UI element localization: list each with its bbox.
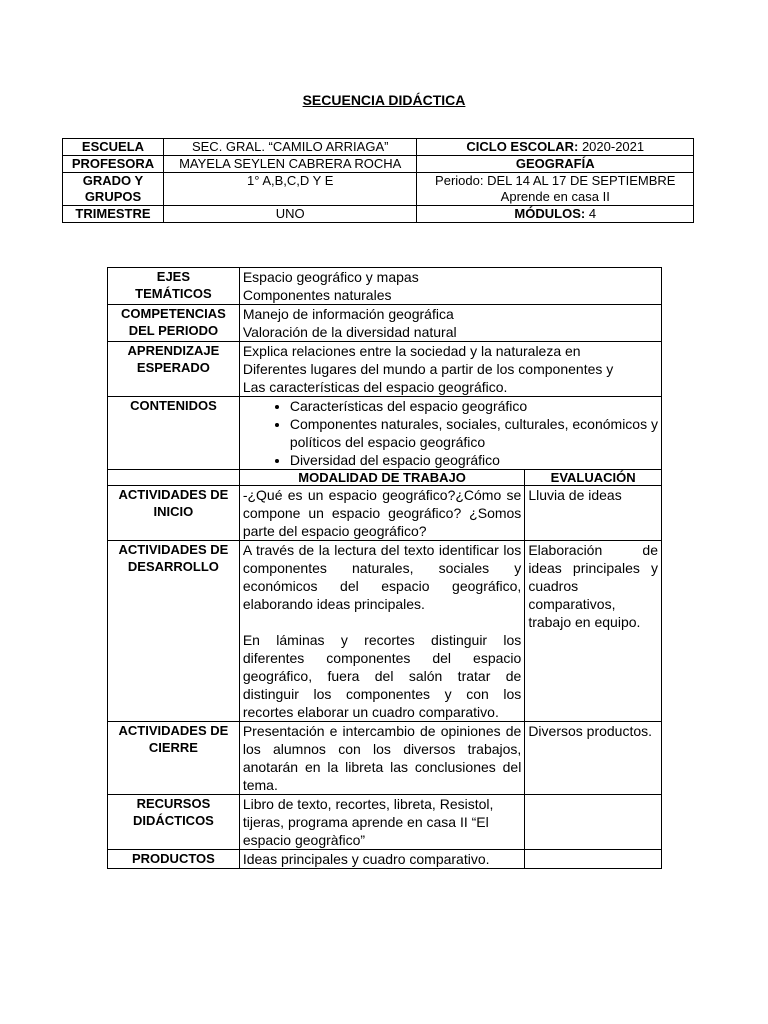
periodo <box>417 173 694 206</box>
desarrollo-label-line2: DESARROLLO <box>127 559 219 574</box>
contenido-item: • Diversidad del espacio geográfico <box>290 451 658 469</box>
aprendizaje-label-line2: ESPERADO <box>136 360 210 375</box>
grado-label-line2: GRUPOS <box>84 189 142 204</box>
eje-1: Espacio geográfico y mapas <box>242 269 419 285</box>
competencias-label <box>108 305 240 342</box>
cierre-text: Presentación e intercambio de opiniones de los alumnos con los diversos trabajos, anotarán en la libreta las conclusiones del tema. <box>239 722 524 795</box>
trimestre-label: TRIMESTRE <box>63 206 164 223</box>
ciclo-cell <box>417 139 694 156</box>
periodo-line1: Periodo: DEL 14 AL 17 DE SEPTIEMBRE <box>435 173 676 188</box>
competencias-value <box>239 305 661 342</box>
ciclo-value: 2020-2021 <box>578 139 645 154</box>
inicio-label <box>108 486 240 541</box>
desarrollo-text <box>239 541 524 722</box>
contenido-item: • Características del espacio geográfico <box>290 397 658 415</box>
productos-eval-empty <box>525 850 662 869</box>
contenido-item: • Componentes naturales, sociales, culturales, económicos y políticos del espacio geográfico <box>290 415 658 451</box>
aprendizaje-line2: Diferentes lugares del mundo a partir de los componentes y <box>242 361 614 377</box>
cierre-label-line1: ACTIVIDADES DE <box>118 723 229 738</box>
ejes-label <box>108 268 240 305</box>
modalidad-header: MODALIDAD DE TRABAJO <box>239 470 524 486</box>
aprendizaje-label-line1: APRENDIZAJE <box>127 343 220 358</box>
competencias-label-line1: COMPETENCIAS <box>121 306 226 321</box>
modulos-cell <box>417 206 694 223</box>
periodo-line2: Aprende en casa II <box>500 189 610 204</box>
desarrollo-label <box>108 541 240 722</box>
escuela-label: ESCUELA <box>63 139 164 156</box>
contenidos-list <box>243 397 658 469</box>
inicio-text: -¿Qué es un espacio geográfico?¿Cómo se compone un espacio geográfico? ¿Somos parte del espacio geográfico? <box>239 486 524 541</box>
cierre-label <box>108 722 240 795</box>
modulos-value: 4 <box>585 206 597 221</box>
aprendizaje-value <box>239 342 661 397</box>
profesora-value: MAYELA SEYLEN CABRERA ROCHA <box>163 156 417 173</box>
desarrollo-eval: Elaboración de ideas principales y cuadros comparativos, trabajo en equipo. <box>525 541 662 722</box>
aprendizaje-line3: Las características del espacio geográfico. <box>242 379 508 395</box>
recursos-label <box>108 795 240 850</box>
productos-text: Ideas principales y cuadro comparativo. <box>239 850 524 869</box>
inicio-eval: Lluvia de ideas <box>525 486 662 541</box>
contenidos-value <box>239 397 661 470</box>
inicio-label-line1: ACTIVIDADES DE <box>118 487 229 502</box>
competencia-1: Manejo de información geográfica <box>242 306 454 322</box>
grado-label <box>63 173 164 206</box>
header-table <box>62 138 694 223</box>
desarrollo-paragraph-1: A través de la lectura del texto identificar los componentes naturales, sociales y económicos del espacio geográfico, elaborando ideas principales. <box>242 542 522 612</box>
ejes-label-line2: TEMÁTICOS <box>135 286 212 301</box>
profesora-label: PROFESORA <box>63 156 164 173</box>
contenidos-label: CONTENIDOS <box>108 397 240 470</box>
inicio-label-line2: INICIO <box>153 504 194 519</box>
cierre-eval: Diversos productos. <box>525 722 662 795</box>
productos-label: PRODUCTOS <box>108 850 240 869</box>
competencia-2: Valoración de la diversidad natural <box>242 324 457 340</box>
escuela-value: SEC. GRAL. “CAMILO ARRIAGA” <box>163 139 417 156</box>
recursos-text: Libro de texto, recortes, libreta, Resistol, tijeras, programa aprende en casa II “El espacio geogràfico” <box>239 795 524 850</box>
aprendizaje-line1: Explica relaciones entre la sociedad y la naturaleza en <box>242 343 581 359</box>
aprendizaje-label <box>108 342 240 397</box>
modulos-label: MÓDULOS: <box>514 206 586 221</box>
document-title: SECUENCIA DIDÁCTICA <box>302 92 466 108</box>
recursos-label-line1: RECURSOS <box>136 796 211 811</box>
ciclo-label: CICLO ESCOLAR: <box>466 139 579 154</box>
ejes-value <box>239 268 661 305</box>
evaluacion-header: EVALUACIÓN <box>525 470 662 486</box>
grado-label-line1: GRADO Y <box>82 173 144 188</box>
grado-value: 1° A,B,C,D Y E <box>163 173 417 206</box>
trimestre-value: UNO <box>163 206 417 223</box>
empty-header-cell <box>108 470 240 486</box>
desarrollo-paragraph-2: En láminas y recortes distinguir los diferentes componentes del espacio geográfico, fuera del salón tratar de distinguir los componentes y con los recortes elaborar un cuadro comparativo. <box>242 632 522 720</box>
cierre-label-line2: CIERRE <box>148 740 198 755</box>
competencias-label-line2: DEL PERIODO <box>128 323 219 338</box>
asignatura: GEOGRAFÍA <box>417 156 694 173</box>
eje-2: Componentes naturales <box>242 287 392 303</box>
desarrollo-label-line1: ACTIVIDADES DE <box>118 542 229 557</box>
recursos-label-line2: DIDÁCTICOS <box>132 813 214 828</box>
recursos-eval-empty <box>525 795 662 850</box>
plan-table <box>107 267 662 869</box>
ejes-label-line1: EJES <box>156 269 191 284</box>
